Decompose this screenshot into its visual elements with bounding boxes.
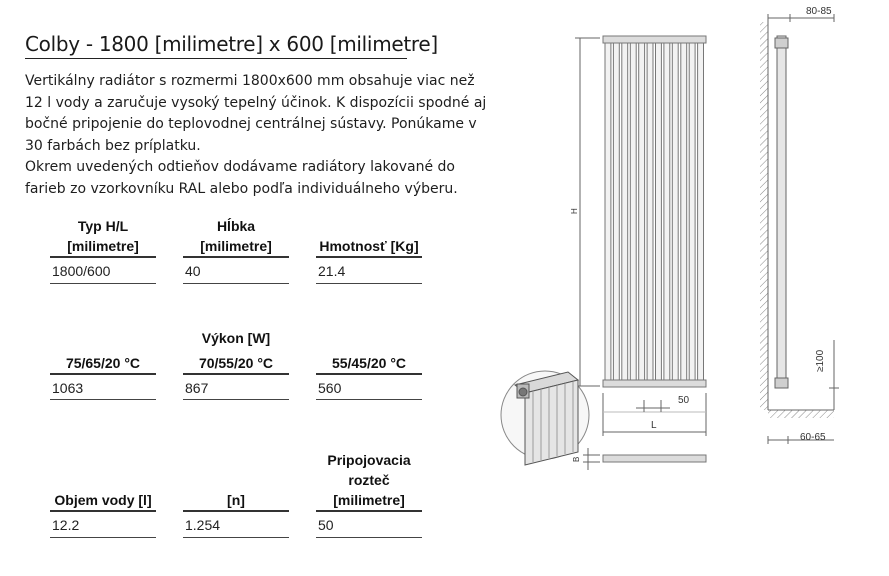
label-B: B <box>572 456 581 462</box>
page-title: Colby - 1800 [milimetre] x 600 [milimetre] <box>25 32 438 56</box>
spec-header-power-75: 75/65/20 °C <box>65 355 141 371</box>
label-L: L <box>651 420 657 431</box>
perspective-detail <box>501 371 589 465</box>
top-view <box>583 448 706 470</box>
spec-header-weight: Hmotnosť [Kg] <box>319 238 419 254</box>
spec-value-power-55: 560 <box>318 380 342 396</box>
radiator-tube <box>664 43 670 380</box>
spec-value-connection-spacing: 50 <box>318 517 334 533</box>
label-50: 50 <box>678 395 690 406</box>
label-top-right: 80-85 <box>806 6 832 17</box>
radiator-tube <box>630 43 636 380</box>
radiator-tube <box>698 43 704 380</box>
radiator-front-view <box>603 36 706 387</box>
side-view <box>760 14 839 444</box>
spec-header-n: [n] <box>227 492 245 508</box>
spec-header-type: Typ H/L [milimetre] <box>67 218 139 254</box>
spec-header-water-volume: Objem vody [l] <box>54 492 152 508</box>
radiator-tube <box>613 43 619 380</box>
spec-header-depth: Hĺbka [milimetre] <box>200 218 272 254</box>
spec-value-type: 1800/600 <box>52 263 111 279</box>
spec-value-weight: 21.4 <box>318 263 346 279</box>
spec-value-power-70: 867 <box>185 380 209 396</box>
spec-group-label-power: Výkon [W] <box>201 330 271 346</box>
label-min-100: ≥100 <box>815 349 826 372</box>
description-paragraph-2: Okrem uvedených odtieňov dodávame radiátory lakované do farieb zo vzorkovníku RAL alebo podľa individuálneho výberu. <box>25 159 458 197</box>
spec-header-power-55: 55/45/20 °C <box>331 355 407 371</box>
radiator-tube <box>647 43 653 380</box>
radiator-tube <box>639 43 645 380</box>
radiator-tube <box>672 43 678 380</box>
label-H: H <box>570 208 579 214</box>
description-paragraph-1: Vertikálny radiátor s rozmermi 1800x600 mm obsahuje viac než 12 l vody a zaručuje vysoký tepelný účinok. K dispozícii spodné aj bočné pripojenie do teplovodnej centrálnej sústavy. Ponúkame v 30 farbách bez príplatku. <box>25 73 487 154</box>
spec-value-power-75: 1063 <box>52 380 84 396</box>
spec-header-connection-spacing: Pripojovacia rozteč [milimetre] <box>327 452 411 508</box>
radiator-tube <box>605 43 611 380</box>
radiator-tube <box>622 43 628 380</box>
spec-header-power-70: 70/55/20 °C <box>198 355 274 371</box>
radiator-tube <box>656 43 662 380</box>
spec-value-water-volume: 12.2 <box>52 517 80 533</box>
spec-value-depth: 40 <box>185 263 201 279</box>
radiator-tube <box>681 43 687 380</box>
label-bottom-right: 60-65 <box>800 432 826 443</box>
spec-value-n: 1.254 <box>185 517 221 533</box>
radiator-tube <box>689 43 695 380</box>
